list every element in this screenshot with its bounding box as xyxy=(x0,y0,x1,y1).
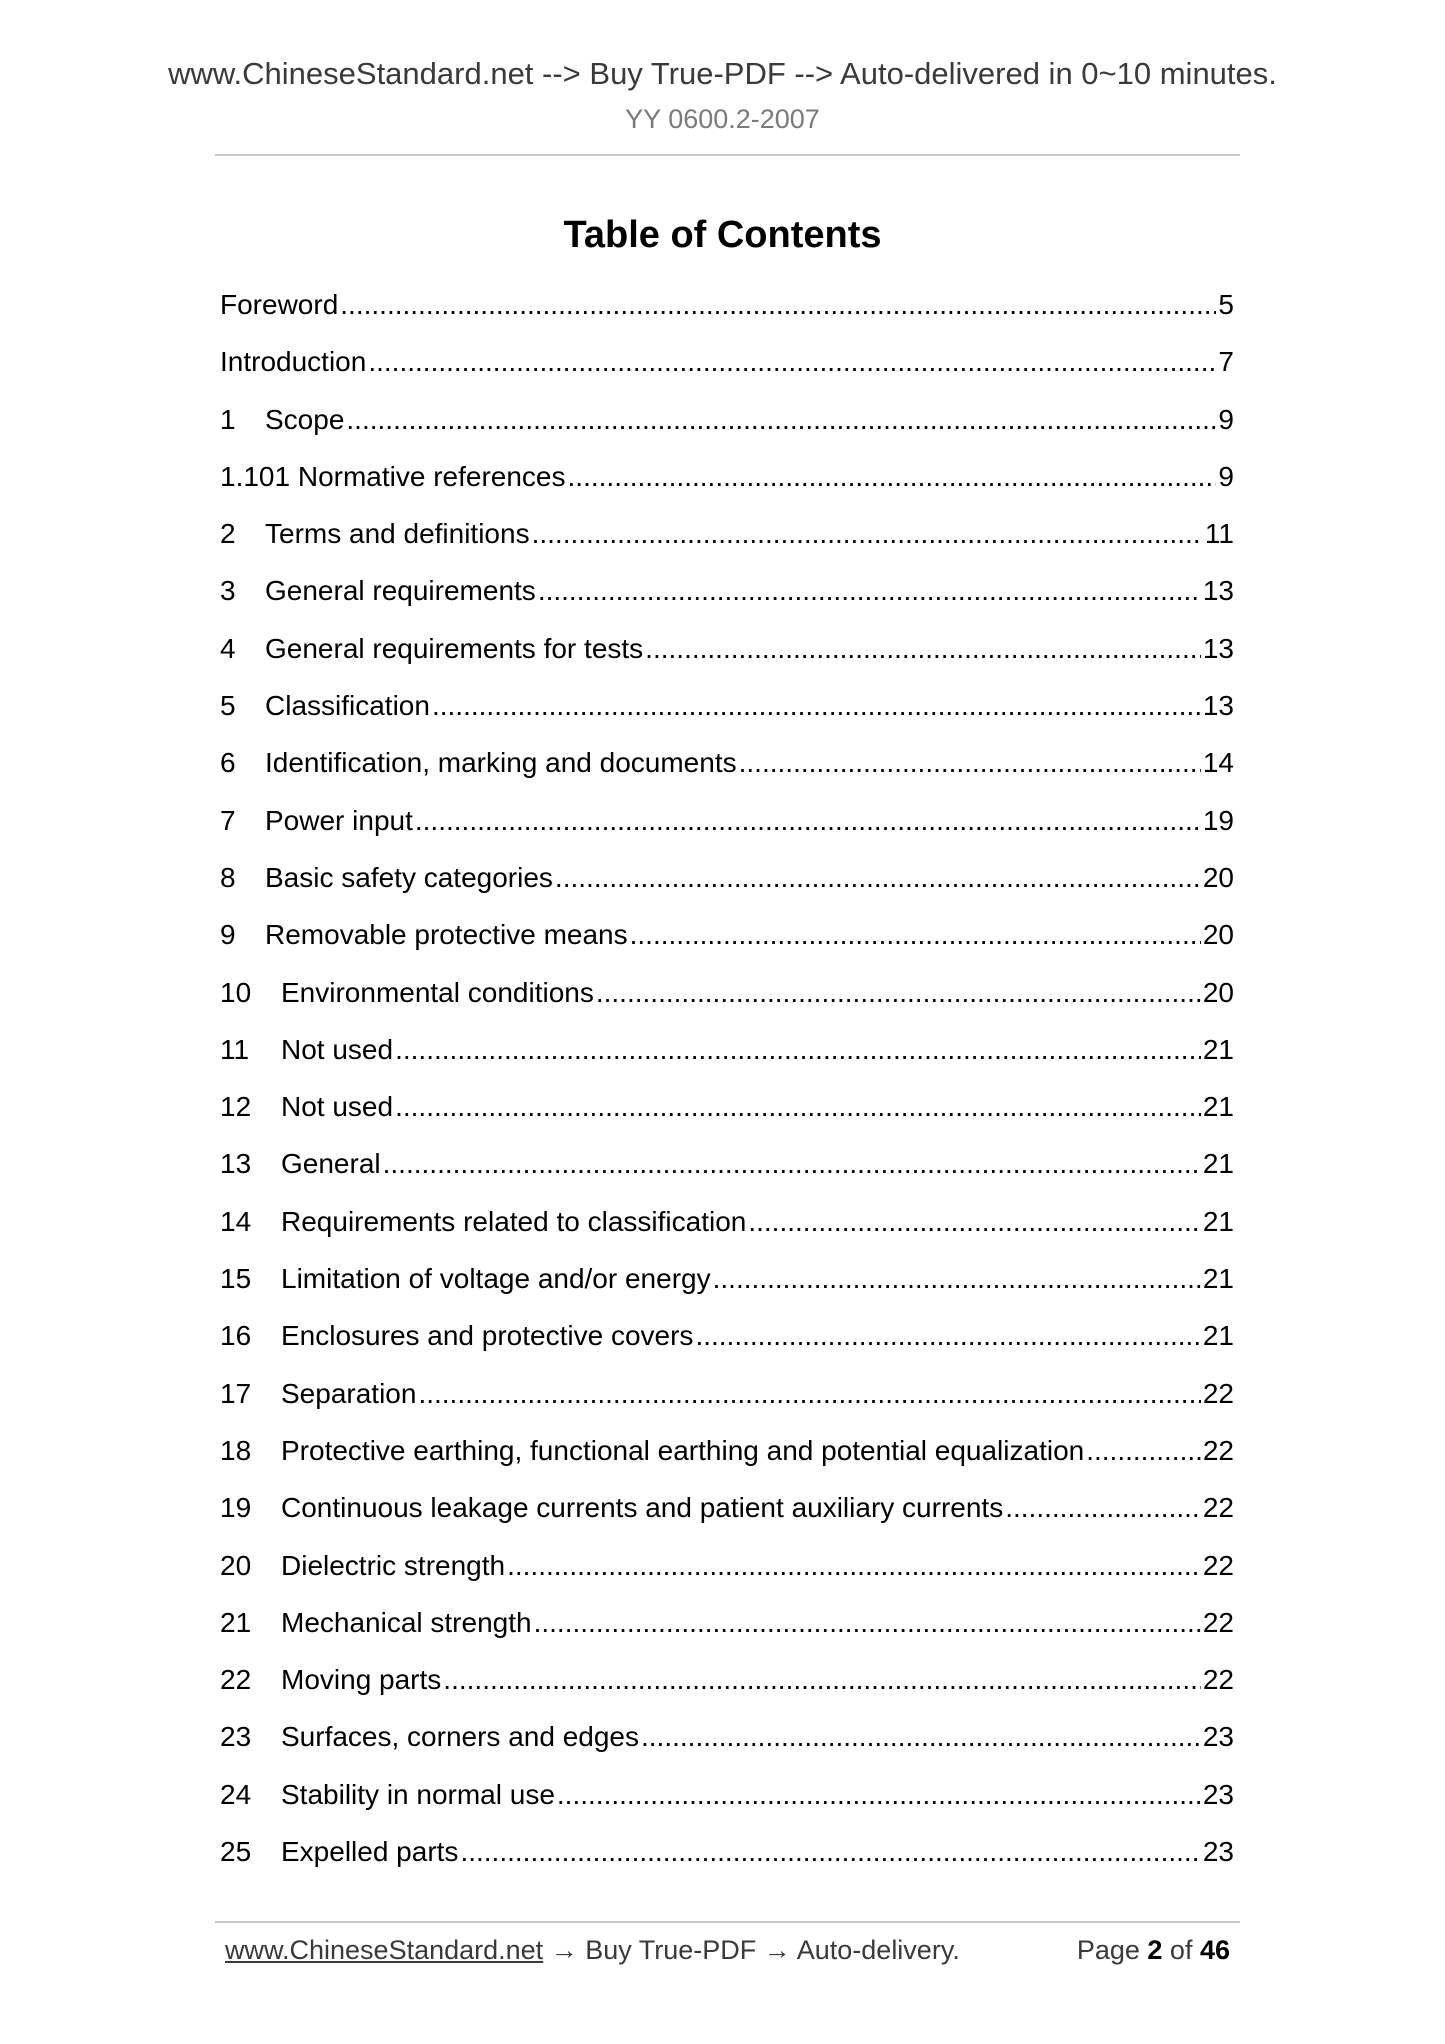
toc-entry[interactable] xyxy=(220,1766,1234,1823)
toc-entry-title: Environmental conditions xyxy=(281,976,594,1008)
page-number xyxy=(1077,1935,1230,1966)
toc-entry[interactable] xyxy=(220,505,1234,562)
toc-entry-page: 20 xyxy=(1202,861,1234,893)
toc-entry[interactable] xyxy=(220,1823,1234,1880)
toc-entry-number: 17 xyxy=(220,1377,252,1409)
footer-left xyxy=(225,1935,960,1966)
toc-entry-number: 3 xyxy=(220,575,236,607)
toc-entry-title: Moving parts xyxy=(281,1664,442,1696)
toc-entry-number: 1 xyxy=(220,403,236,435)
toc-entry-page: 13 xyxy=(1202,575,1234,607)
toc-entry-title: Terms and definitions xyxy=(265,518,530,550)
toc-dot-leader xyxy=(507,1537,1201,1594)
toc-entry-page: 21 xyxy=(1202,1148,1234,1180)
toc-entry[interactable] xyxy=(220,1365,1234,1422)
toc-dot-leader xyxy=(630,906,1201,963)
toc-entry-number: 15 xyxy=(220,1263,252,1295)
toc-entry-title: Limitation of voltage and/or energy xyxy=(281,1263,711,1295)
toc-entry-number: 20 xyxy=(220,1549,252,1581)
toc-entry[interactable] xyxy=(220,1021,1234,1078)
toc-dot-leader xyxy=(568,448,1217,505)
toc-entry[interactable] xyxy=(220,1193,1234,1250)
toc-entry-page: 23 xyxy=(1202,1836,1234,1868)
toc-entry-page: 5 xyxy=(1218,289,1234,320)
header-divider xyxy=(215,154,1240,156)
page-title: Table of Contents xyxy=(563,214,882,256)
toc-dot-leader xyxy=(1086,1422,1201,1479)
toc-entry[interactable] xyxy=(220,849,1234,906)
toc-entry-title: Basic safety categories xyxy=(265,861,553,893)
toc-entry[interactable] xyxy=(220,1422,1234,1479)
toc-entry-number: 23 xyxy=(220,1721,252,1753)
toc-entry-page: 21 xyxy=(1202,1263,1234,1295)
toc-entry-number: 6 xyxy=(220,747,236,779)
toc-entry[interactable] xyxy=(220,391,1234,448)
toc-entry[interactable] xyxy=(220,1250,1234,1307)
toc-dot-leader xyxy=(534,1594,1201,1651)
table-of-contents xyxy=(220,276,1234,1880)
toc-dot-leader xyxy=(748,1193,1201,1250)
toc-entry[interactable] xyxy=(220,333,1234,390)
toc-dot-leader xyxy=(340,276,1216,333)
toc-entry-number: 5 xyxy=(220,690,236,722)
toc-dot-leader xyxy=(557,1766,1201,1823)
toc-entry[interactable] xyxy=(220,792,1234,849)
toc-entry[interactable] xyxy=(220,1078,1234,1135)
toc-dot-leader xyxy=(532,505,1203,562)
toc-entry-page: 22 xyxy=(1202,1606,1234,1638)
toc-entry-page: 21 xyxy=(1202,1033,1234,1065)
toc-entry[interactable] xyxy=(220,1307,1234,1364)
toc-entry[interactable] xyxy=(220,1651,1234,1708)
toc-entry-page: 23 xyxy=(1202,1721,1234,1753)
toc-entry-page: 22 xyxy=(1202,1492,1234,1524)
toc-entry-title: Scope xyxy=(265,403,345,435)
toc-dot-leader xyxy=(443,1651,1201,1708)
toc-entry-page: 22 xyxy=(1202,1664,1234,1696)
toc-entry-title: Dielectric strength xyxy=(281,1549,506,1581)
toc-entry[interactable] xyxy=(220,620,1234,677)
page-current: 2 xyxy=(1147,1935,1163,1965)
toc-entry-number: 13 xyxy=(220,1148,252,1180)
toc-entry-number: 18 xyxy=(220,1434,252,1466)
toc-dot-leader xyxy=(641,1708,1201,1765)
toc-dot-leader xyxy=(395,1021,1201,1078)
toc-entry[interactable] xyxy=(220,677,1234,734)
toc-entry[interactable] xyxy=(220,1594,1234,1651)
toc-entry-page: 11 xyxy=(1204,518,1234,550)
toc-dot-leader xyxy=(432,677,1201,734)
footer-divider xyxy=(215,1921,1240,1923)
toc-entry-page: 22 xyxy=(1202,1549,1234,1581)
toc-entry-title: Power input xyxy=(265,804,413,836)
toc-entry-title: Introduction xyxy=(220,346,367,378)
toc-dot-leader xyxy=(418,1365,1200,1422)
toc-entry[interactable] xyxy=(220,1479,1234,1536)
toc-entry-title: Classification xyxy=(265,690,430,722)
toc-entry-title: Mechanical strength xyxy=(281,1606,532,1638)
toc-entry-title: Stability in normal use xyxy=(281,1778,555,1810)
toc-entry[interactable] xyxy=(220,448,1234,505)
toc-entry-number: 4 xyxy=(220,632,236,664)
toc-entry-number: 14 xyxy=(220,1205,252,1237)
toc-dot-leader xyxy=(739,734,1201,791)
toc-dot-leader xyxy=(368,333,1216,390)
page-of-label: of xyxy=(1162,1935,1200,1965)
toc-dot-leader xyxy=(645,620,1201,677)
toc-entry-page: 23 xyxy=(1202,1778,1234,1810)
toc-dot-leader xyxy=(713,1250,1201,1307)
toc-entry-number: 11 xyxy=(220,1033,250,1065)
toc-entry-number: 7 xyxy=(220,804,236,836)
toc-entry-number: 25 xyxy=(220,1836,252,1868)
toc-entry-page: 20 xyxy=(1202,976,1234,1008)
toc-dot-leader xyxy=(596,964,1201,1021)
toc-dot-leader xyxy=(346,391,1216,448)
toc-dot-leader xyxy=(460,1823,1200,1880)
toc-entry-page: 13 xyxy=(1202,632,1234,664)
toc-dot-leader xyxy=(383,1135,1201,1192)
footer-tagline: → Buy True-PDF → Auto-delivery. xyxy=(543,1935,960,1965)
toc-entry-number: 9 xyxy=(220,919,236,951)
toc-entry-title: Removable protective means xyxy=(265,919,628,951)
toc-entry-number: 19 xyxy=(220,1492,252,1524)
toc-entry-title: General requirements for tests xyxy=(265,632,644,664)
header-banner: www.ChineseStandard.net --> Buy True-PDF --> Auto-delivered in 0~10 minutes. xyxy=(168,56,1277,91)
toc-entry-number: 12 xyxy=(220,1091,252,1123)
toc-entry[interactable] xyxy=(220,562,1234,619)
toc-entry-title: 1.101 Normative references xyxy=(220,460,566,492)
toc-entry-title: Identification, marking and documents xyxy=(265,747,737,779)
toc-entry-page: 13 xyxy=(1202,690,1234,722)
page-label: Page xyxy=(1076,1935,1148,1965)
document-code: YY 0600.2-2007 xyxy=(625,104,820,134)
toc-dot-leader xyxy=(395,1078,1201,1135)
toc-entry[interactable] xyxy=(220,1708,1234,1765)
toc-entry-title: Surfaces, corners and edges xyxy=(281,1721,639,1753)
toc-dot-leader xyxy=(538,562,1201,619)
toc-entry-title: General xyxy=(281,1148,381,1180)
toc-entry-page: 9 xyxy=(1218,403,1234,435)
toc-entry[interactable] xyxy=(220,964,1234,1021)
toc-entry-title: Enclosures and protective covers xyxy=(281,1320,694,1352)
toc-entry-page: 9 xyxy=(1218,460,1234,492)
toc-entry-page: 22 xyxy=(1202,1434,1234,1466)
toc-entry-title: Protective earthing, functional earthing and potential equalization xyxy=(281,1434,1085,1466)
toc-entry-number: 2 xyxy=(220,518,236,550)
toc-entry[interactable] xyxy=(220,1537,1234,1594)
toc-entry-page: 7 xyxy=(1218,346,1234,378)
toc-entry-number: 16 xyxy=(220,1320,252,1352)
toc-dot-leader xyxy=(415,792,1201,849)
toc-entry-page: 21 xyxy=(1202,1205,1234,1237)
toc-entry-number: 8 xyxy=(220,861,236,893)
toc-entry-page: 21 xyxy=(1202,1320,1234,1352)
toc-entry-title: Requirements related to classification xyxy=(281,1205,747,1237)
toc-entry[interactable] xyxy=(220,276,1234,333)
toc-entry-page: 21 xyxy=(1202,1091,1234,1123)
toc-dot-leader xyxy=(1005,1479,1201,1536)
toc-entry[interactable] xyxy=(220,734,1234,791)
toc-entry-number: 21 xyxy=(220,1606,252,1638)
footer-website-link[interactable]: www.ChineseStandard.net xyxy=(225,1935,544,1965)
toc-entry-page: 22 xyxy=(1202,1377,1234,1409)
toc-entry-title: Continuous leakage currents and patient auxiliary currents xyxy=(281,1492,1004,1524)
toc-dot-leader xyxy=(555,849,1201,906)
toc-entry-page: 19 xyxy=(1202,804,1234,836)
toc-entry-page: 14 xyxy=(1202,747,1234,779)
toc-entry-page: 20 xyxy=(1202,919,1234,951)
toc-dot-leader xyxy=(695,1307,1200,1364)
toc-entry-title: Expelled parts xyxy=(281,1836,459,1868)
toc-entry[interactable] xyxy=(220,906,1234,963)
toc-entry-number: 10 xyxy=(220,976,252,1008)
toc-entry-title: General requirements xyxy=(265,575,536,607)
toc-entry-title: Separation xyxy=(281,1377,417,1409)
page-total: 46 xyxy=(1199,1935,1230,1965)
toc-entry-number: 22 xyxy=(220,1664,252,1696)
toc-entry[interactable] xyxy=(220,1135,1234,1192)
toc-entry-title: Not used xyxy=(281,1091,394,1123)
toc-entry-title: Foreword xyxy=(220,289,339,320)
toc-entry-title: Not used xyxy=(281,1033,394,1065)
toc-entry-number: 24 xyxy=(220,1778,252,1810)
